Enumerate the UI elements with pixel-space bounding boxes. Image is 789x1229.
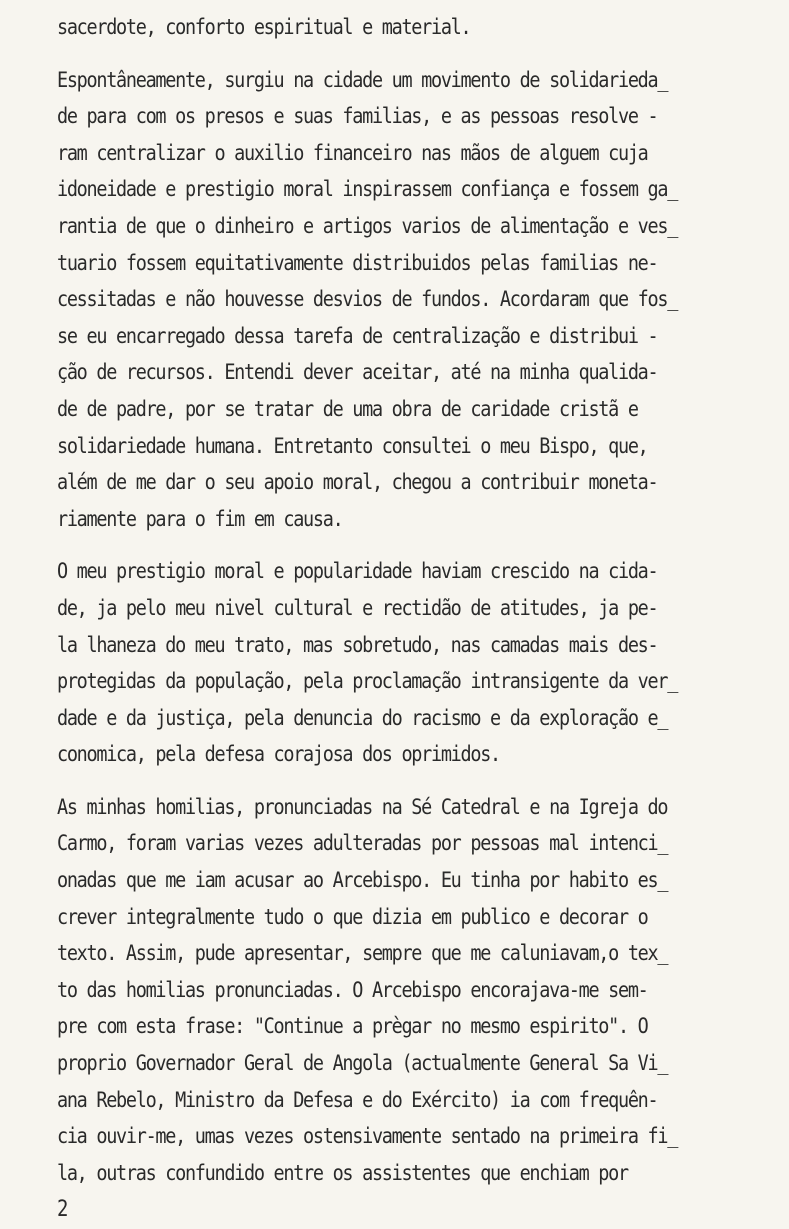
- body-text: [57, 10, 757, 1192]
- text-line: de para com os presos e suas familias, e as pessoas resolve -: [57, 104, 658, 130]
- text-line: ção de recursos. Entendi dever aceitar, até na minha qualida-: [57, 360, 658, 386]
- text-line: dade e da justiça, pela denuncia do racismo e da exploração e_: [57, 705, 668, 731]
- paragraph-gap: [57, 47, 757, 63]
- text-line: de, ja pelo meu nivel cultural e rectidão de atitudes, ja pe-: [57, 595, 658, 621]
- text-line: O meu prestigio moral e popularidade haviam crescido na cida-: [57, 559, 658, 585]
- text-line: ram centralizar o auxilio financeiro nas mãos de alguem cuja: [57, 140, 648, 166]
- text-line: riamente para o fim em causa.: [57, 506, 343, 532]
- page-number: 2: [57, 1197, 68, 1223]
- text-line: rantia de que o dinheiro e artigos varios de alimentação e ves_: [57, 213, 678, 239]
- text-line: texto. Assim, pude apresentar, sempre que me caluniavam,o tex_: [57, 941, 668, 967]
- text-line: cia ouvir-me, umas vezes ostensivamente sentado na primeira fi_: [57, 1124, 678, 1150]
- text-line: la lhaneza do meu trato, mas sobretudo, nas camadas mais des-: [57, 632, 658, 658]
- text-line: protegidas da população, pela proclamação intransigente da ver_: [57, 669, 678, 695]
- text-line: conomica, pela defesa corajosa dos oprimidos.: [57, 742, 500, 768]
- text-line: se eu encarregado dessa tarefa de centralização e distribui -: [57, 323, 658, 349]
- typewritten-page: [57, 10, 757, 1229]
- text-line: cessitadas e não houvesse desvios de fundos. Acordaram que fos_: [57, 287, 678, 313]
- text-line: tuario fossem equitativamente distribuidos pelas familias ne-: [57, 250, 658, 276]
- text-line: de de padre, por se tratar de uma obra de caridade cristã e: [57, 396, 638, 422]
- text-line: sacerdote, conforto espiritual e material.: [57, 15, 471, 40]
- paragraph-gap: [57, 774, 757, 790]
- text-line: idoneidade e prestigio moral inspirassem confiança e fossem ga_: [57, 177, 678, 203]
- text-line: além de me dar o seu apoio moral, chegou a contribuir moneta-: [57, 470, 658, 496]
- text-line: proprio Governador Geral de Angola (actualmente General Sa Vi_: [57, 1051, 668, 1077]
- text-line: Carmo, foram varias vezes adulteradas por pessoas mal intenci_: [57, 831, 668, 857]
- text-line: onadas que me iam acusar ao Arcebispo. Eu tinha por habito es_: [57, 868, 668, 894]
- text-line: solidariedade humana. Entretanto consultei o meu Bispo, que,: [57, 433, 648, 459]
- text-line: ana Rebelo, Ministro da Defesa e do Exército) ia com frequên-: [57, 1087, 658, 1113]
- text-line: crever integralmente tudo o que dizia em publico e decorar o: [57, 904, 648, 930]
- text-line: la, outras confundido entre os assistentes que enchiam por: [57, 1160, 628, 1186]
- text-line: Espontâneamente, surgiu na cidade um movimento de solidarieda_: [57, 67, 668, 93]
- text-line: to das homilias pronunciadas. O Arcebispo encorajava-me sem-: [57, 977, 648, 1003]
- text-line: pre com esta frase: "Continue a prègar no mesmo espirito". O: [57, 1014, 648, 1040]
- paragraph-gap: [57, 538, 757, 554]
- text-line: As minhas homilias, pronunciadas na Sé Catedral e na Igreja do: [57, 794, 668, 820]
